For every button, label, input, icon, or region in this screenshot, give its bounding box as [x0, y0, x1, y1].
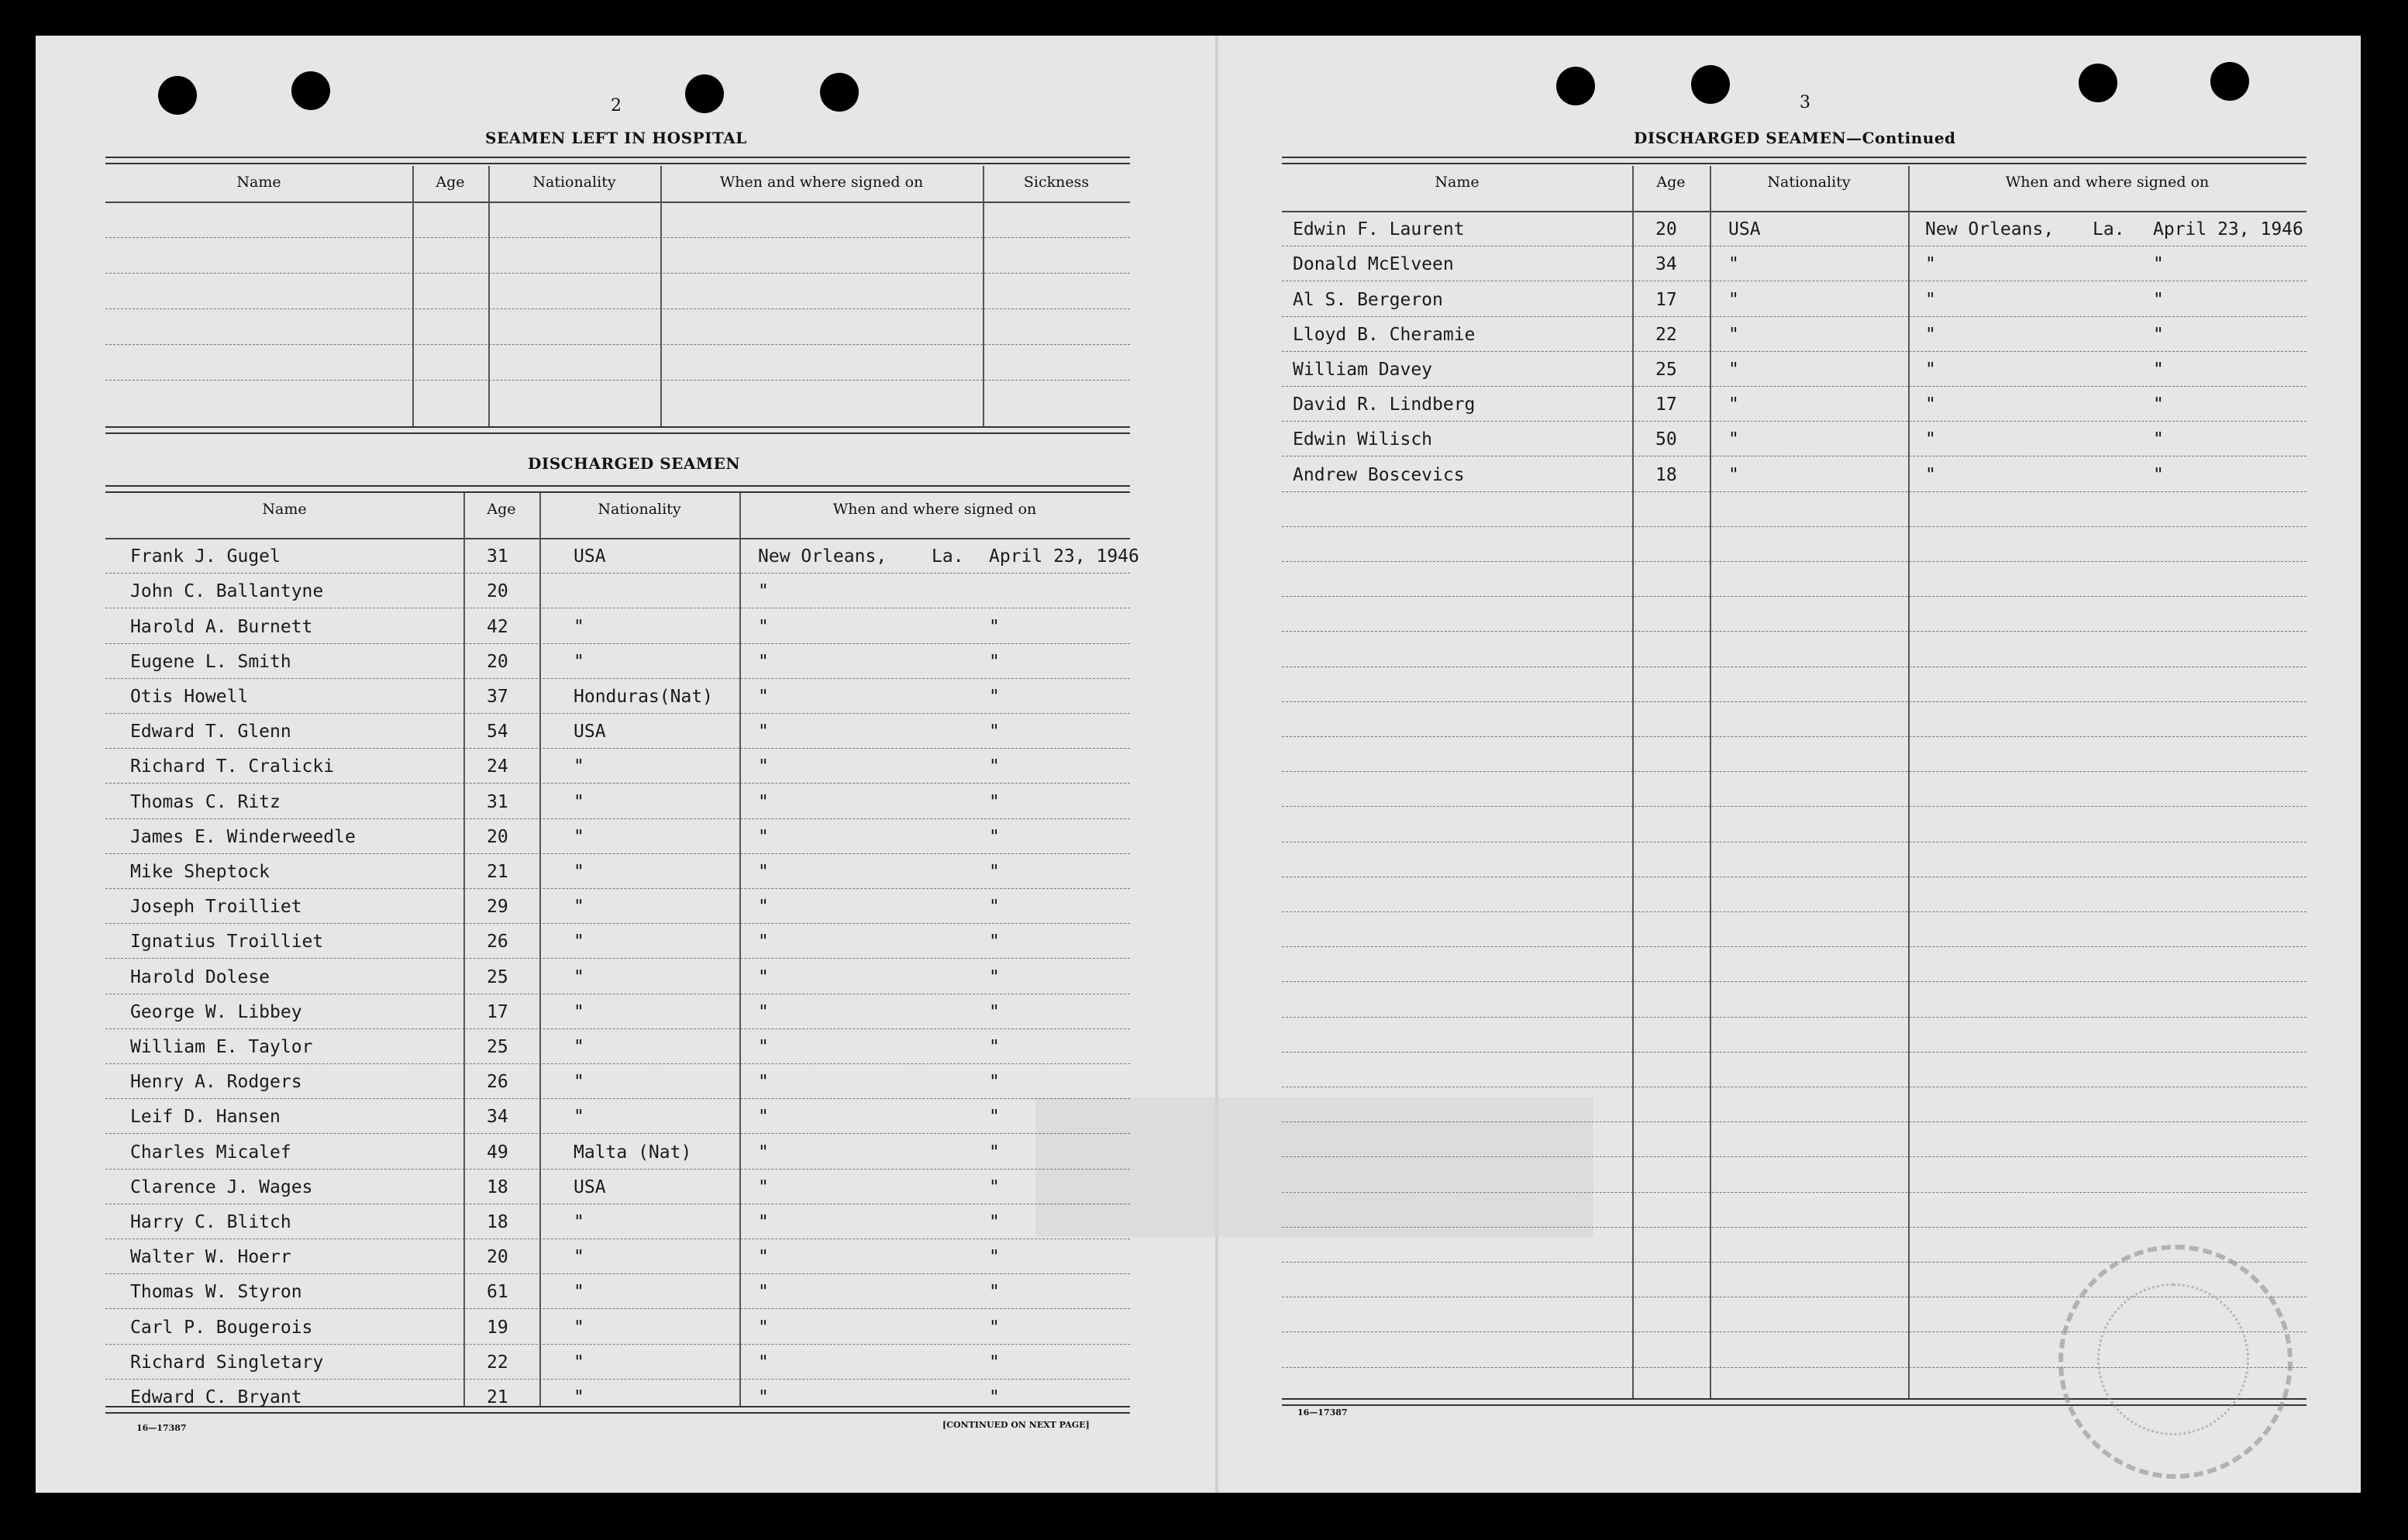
cell-name: Lloyd B. Cheramie	[1293, 324, 1476, 345]
row-rule	[105, 888, 1130, 889]
cell-place: "	[758, 1107, 769, 1128]
cell-name: Frank J. Gugel	[130, 546, 281, 567]
row-rule	[1282, 316, 2306, 317]
cell-nationality: USA	[574, 1177, 606, 1197]
cell-name: Mike Sheptock	[130, 862, 270, 882]
cell-name: Otis Howell	[130, 687, 249, 707]
cell-place: "	[1925, 289, 1936, 310]
cell-name: Edward T. Glenn	[130, 722, 291, 742]
cell-place: "	[1925, 464, 1936, 485]
cell-nationality: USA	[574, 722, 606, 742]
row-rule	[105, 1169, 1130, 1170]
continued-note: [CONTINUED ON NEXT PAGE]	[942, 1420, 1090, 1430]
punch-hole	[685, 74, 724, 113]
cell-place: "	[758, 1001, 769, 1022]
cell-date: "	[989, 722, 1000, 742]
cell-nationality: "	[574, 651, 584, 672]
cell-name: James E. Winderweedle	[130, 826, 356, 847]
row-rule	[1282, 1017, 2306, 1018]
cell-place: "	[1925, 429, 1936, 450]
row-rule	[105, 853, 1130, 854]
column-header: Name	[1435, 174, 1480, 191]
cell-date: "	[989, 1387, 1000, 1407]
cell-nationality: "	[1728, 324, 1739, 345]
cell-age: 20	[487, 826, 508, 847]
cell-date: "	[2153, 324, 2164, 345]
cell-date: "	[2153, 289, 2164, 310]
cell-place: "	[1925, 360, 1936, 380]
row-rule	[105, 380, 1130, 381]
punch-hole	[1556, 67, 1595, 105]
document-sheet	[36, 36, 2361, 1493]
cell-nationality: "	[574, 1037, 584, 1057]
cell-nationality: "	[574, 1107, 584, 1128]
cell-name: Clarence J. Wages	[130, 1177, 313, 1197]
cell-nationality: "	[574, 1072, 584, 1093]
cell-name: Carl P. Bougerois	[130, 1317, 313, 1338]
cell-age: 25	[487, 1037, 508, 1057]
cell-nationality: "	[574, 932, 584, 953]
column-header: Nationality	[532, 174, 616, 191]
cell-date: "	[2153, 429, 2164, 450]
cell-nationality: Honduras(Nat)	[574, 687, 714, 707]
row-rule	[1282, 911, 2306, 912]
cell-name: Al S. Bergeron	[1293, 289, 1443, 310]
column-header: Age	[1656, 174, 1686, 191]
column-rule	[539, 493, 541, 1406]
cell-nationality: "	[574, 1212, 584, 1232]
cell-age: 34	[487, 1107, 508, 1128]
cell-date: "	[989, 1247, 1000, 1268]
row-rule	[105, 1098, 1130, 1099]
row-rule	[1282, 981, 2306, 982]
cell-name: George W. Libbey	[130, 1001, 302, 1022]
column-rule	[983, 166, 984, 426]
cell-name: Thomas C. Ritz	[130, 791, 281, 812]
cell-age: 17	[1655, 289, 1677, 310]
discharged-top-rule	[105, 485, 1130, 493]
cell-age: 54	[487, 722, 508, 742]
row-rule	[1282, 1052, 2306, 1053]
cell-age: 25	[1655, 360, 1677, 380]
cell-age: 29	[487, 897, 508, 918]
cell-place: "	[758, 581, 769, 602]
cell-age: 31	[487, 791, 508, 812]
column-rule	[412, 166, 414, 426]
cell-age: 22	[1655, 324, 1677, 345]
row-rule	[1282, 526, 2306, 527]
cell-name: Donald McElveen	[1293, 254, 1454, 275]
cell-age: 21	[487, 862, 508, 882]
cell-place: "	[758, 1072, 769, 1093]
cell-place: "	[758, 897, 769, 918]
cell-nationality: "	[574, 862, 584, 882]
circular-stamp-inner	[2097, 1283, 2249, 1435]
row-rule	[105, 1063, 1130, 1064]
cell-age: 22	[487, 1352, 508, 1373]
cell-date: "	[989, 1177, 1000, 1197]
cell-place: "	[1925, 324, 1936, 345]
row-rule	[105, 1344, 1130, 1345]
row-rule	[1282, 351, 2306, 352]
column-header: Age	[487, 501, 516, 518]
cell-place: "	[758, 966, 769, 987]
page-number-right: 3	[1800, 93, 1810, 112]
row-rule	[1282, 386, 2306, 387]
cell-age: 25	[487, 966, 508, 987]
cell-name: Edwin F. Laurent	[1293, 219, 1465, 240]
cell-nationality: "	[574, 756, 584, 777]
row-rule	[105, 783, 1130, 784]
cell-age: 42	[487, 616, 508, 637]
column-header: Name	[262, 501, 307, 518]
cell-age: 34	[1655, 254, 1677, 275]
row-rule	[105, 678, 1130, 679]
cell-place: "	[758, 791, 769, 812]
row-rule	[105, 818, 1130, 819]
cell-age: 61	[487, 1282, 508, 1303]
cell-place: New Orleans,	[758, 546, 887, 567]
cell-nationality: "	[574, 616, 584, 637]
cell-nationality: "	[574, 966, 584, 987]
row-rule	[105, 923, 1130, 924]
row-rule	[1282, 1192, 2306, 1193]
cell-place: "	[758, 932, 769, 953]
cell-place: "	[758, 862, 769, 882]
cell-date: "	[989, 791, 1000, 812]
punch-hole	[291, 71, 330, 110]
cell-name: Richard T. Cralicki	[130, 756, 335, 777]
cell-age: 50	[1655, 429, 1677, 450]
cell-date: "	[989, 1072, 1000, 1093]
cell-age: 20	[1655, 219, 1677, 240]
cell-date: April 23, 1946	[2153, 219, 2303, 240]
row-rule	[105, 273, 1130, 274]
cell-place: "	[758, 616, 769, 637]
cell-nationality: "	[574, 1352, 584, 1373]
cell-date: "	[989, 651, 1000, 672]
cell-place: "	[758, 651, 769, 672]
cell-date: "	[989, 1107, 1000, 1128]
cell-date: "	[989, 966, 1000, 987]
cell-date: "	[989, 687, 1000, 707]
punch-hole	[1691, 65, 1730, 104]
cell-name: Joseph Troilliet	[130, 897, 302, 918]
column-header: Name	[236, 174, 281, 191]
row-rule	[105, 1308, 1130, 1309]
row-rule	[1282, 596, 2306, 597]
cell-age: 18	[487, 1177, 508, 1197]
column-header: Nationality	[598, 501, 681, 518]
cell-place: "	[758, 687, 769, 707]
cell-nationality: "	[574, 1247, 584, 1268]
cell-name: Edward C. Bryant	[130, 1387, 302, 1407]
cell-age: 24	[487, 756, 508, 777]
row-rule	[1282, 631, 2306, 632]
row-rule	[1282, 701, 2306, 702]
cell-name: John C. Ballantyne	[130, 581, 324, 602]
cell-state: La.	[2093, 219, 2125, 240]
column-rule	[660, 166, 662, 426]
row-rule	[1282, 491, 2306, 492]
row-rule	[105, 643, 1130, 644]
cell-name: Charles Micalef	[130, 1142, 291, 1163]
row-rule	[1282, 1227, 2306, 1228]
cell-date: "	[989, 756, 1000, 777]
row-rule	[105, 1028, 1130, 1029]
column-rule	[463, 493, 465, 1406]
cell-date: "	[989, 616, 1000, 637]
page-fold	[1215, 36, 1218, 1493]
column-rule	[1908, 166, 1910, 1398]
row-rule	[1282, 771, 2306, 772]
cell-date: "	[2153, 394, 2164, 415]
bleed-through-smudge	[1035, 1097, 1593, 1237]
row-rule	[1282, 561, 2306, 562]
cell-date: "	[2153, 254, 2164, 275]
cell-nationality: "	[574, 791, 584, 812]
cell-nationality: USA	[1728, 219, 1761, 240]
column-header: When and where signed on	[832, 501, 1037, 518]
column-rule	[1632, 166, 1634, 1398]
cell-state: La.	[932, 546, 964, 567]
cell-nationality: "	[1728, 360, 1739, 380]
row-rule	[105, 573, 1130, 574]
form-number-right: 16—17387	[1297, 1407, 1348, 1418]
cell-name: Edwin Wilisch	[1293, 429, 1433, 450]
hospital-section-title: SEAMEN LEFT IN HOSPITAL	[485, 129, 747, 147]
continued-top-rule	[1282, 157, 2306, 164]
cell-date: "	[989, 1142, 1000, 1163]
row-rule	[105, 1379, 1130, 1380]
cell-place: New Orleans,	[1925, 219, 2055, 240]
cell-age: 20	[487, 1247, 508, 1268]
cell-age: 20	[487, 581, 508, 602]
cell-age: 18	[1655, 464, 1677, 485]
punch-hole	[2079, 64, 2117, 102]
cell-date: "	[989, 897, 1000, 918]
column-rule	[1710, 166, 1711, 1398]
row-rule	[105, 713, 1130, 714]
page-number-left: 2	[611, 96, 622, 115]
cell-name: Ignatius Troilliet	[130, 932, 324, 953]
cell-nationality: "	[1728, 289, 1739, 310]
cell-nationality: "	[574, 1282, 584, 1303]
punch-hole	[158, 76, 197, 115]
cell-date: "	[989, 932, 1000, 953]
cell-age: 21	[487, 1387, 508, 1407]
punch-hole	[2210, 62, 2249, 101]
column-rule	[488, 166, 490, 426]
row-rule	[105, 958, 1130, 959]
cell-place: "	[758, 1282, 769, 1303]
column-header: When and where signed on	[2005, 174, 2210, 191]
cell-date: "	[989, 1001, 1000, 1022]
cell-name: William E. Taylor	[130, 1037, 313, 1057]
column-header: Sickness	[1023, 174, 1090, 191]
cell-place: "	[758, 756, 769, 777]
cell-name: Henry A. Rodgers	[130, 1072, 302, 1093]
cell-date: "	[989, 862, 1000, 882]
row-rule	[105, 1133, 1130, 1134]
cell-date: "	[2153, 360, 2164, 380]
header-rule	[1282, 211, 2306, 212]
punch-hole	[820, 73, 859, 112]
row-rule	[105, 748, 1130, 749]
cell-date: "	[989, 1317, 1000, 1338]
cell-place: "	[758, 722, 769, 742]
cell-age: 17	[487, 1001, 508, 1022]
row-rule	[1282, 736, 2306, 737]
column-header: Age	[436, 174, 465, 191]
cell-date: "	[989, 826, 1000, 847]
cell-date: "	[2153, 464, 2164, 485]
row-rule	[1282, 1121, 2306, 1122]
cell-name: Harold A. Burnett	[130, 616, 313, 637]
cell-name: Richard Singletary	[130, 1352, 324, 1373]
cell-date: "	[989, 1212, 1000, 1232]
discharged-section-title: DISCHARGED SEAMEN	[528, 454, 741, 473]
table-bottom-rule	[105, 426, 1130, 434]
cell-age: 26	[487, 1072, 508, 1093]
cell-place: "	[758, 1212, 769, 1232]
cell-place: "	[1925, 394, 1936, 415]
cell-age: 26	[487, 932, 508, 953]
cell-nationality: "	[574, 897, 584, 918]
cell-nationality: "	[1728, 429, 1739, 450]
cell-age: 31	[487, 546, 508, 567]
cell-place: "	[758, 1037, 769, 1057]
cell-nationality: "	[574, 826, 584, 847]
row-rule	[1282, 1156, 2306, 1157]
cell-name: William Davey	[1293, 360, 1433, 380]
column-header: Nationality	[1767, 174, 1851, 191]
cell-place: "	[758, 1317, 769, 1338]
row-rule	[1282, 946, 2306, 947]
header-rule	[105, 538, 1130, 539]
cell-age: 20	[487, 651, 508, 672]
cell-name: Eugene L. Smith	[130, 651, 291, 672]
column-header: When and where signed on	[719, 174, 924, 191]
hospital-top-rule	[105, 157, 1130, 164]
cell-place: "	[758, 826, 769, 847]
row-rule	[105, 308, 1130, 309]
cell-date: "	[989, 1282, 1000, 1303]
cell-nationality: "	[1728, 464, 1739, 485]
row-rule	[105, 237, 1130, 238]
cell-name: Thomas W. Styron	[130, 1282, 302, 1303]
row-rule	[1282, 806, 2306, 807]
cell-place: "	[758, 1177, 769, 1197]
cell-age: 49	[487, 1142, 508, 1163]
cell-name: Harold Dolese	[130, 966, 270, 987]
continued-section-title: DISCHARGED SEAMEN—Continued	[1634, 129, 1956, 147]
cell-place: "	[758, 1352, 769, 1373]
cell-place: "	[758, 1387, 769, 1407]
header-rule	[105, 202, 1130, 203]
row-rule	[105, 1273, 1130, 1274]
cell-place: "	[758, 1247, 769, 1268]
cell-age: 19	[487, 1317, 508, 1338]
cell-age: 37	[487, 687, 508, 707]
cell-place: "	[758, 1142, 769, 1163]
cell-name: Leif D. Hansen	[130, 1107, 281, 1128]
column-rule	[739, 493, 741, 1406]
form-number-left: 16—17387	[136, 1423, 187, 1433]
cell-nationality: "	[574, 1387, 584, 1407]
cell-name: Harry C. Blitch	[130, 1212, 291, 1232]
cell-nationality: Malta (Nat)	[574, 1142, 692, 1163]
cell-name: Andrew Boscevics	[1293, 464, 1465, 485]
cell-nationality: USA	[574, 546, 606, 567]
row-rule	[105, 344, 1130, 345]
cell-date: "	[989, 1037, 1000, 1057]
cell-nationality: "	[574, 1001, 584, 1022]
cell-date: April 23, 1946	[989, 546, 1139, 567]
cell-name: David R. Lindberg	[1293, 394, 1476, 415]
cell-name: Walter W. Hoerr	[130, 1247, 291, 1268]
cell-place: "	[1925, 254, 1936, 275]
cell-date: "	[989, 1352, 1000, 1373]
cell-age: 18	[487, 1212, 508, 1232]
cell-nationality: "	[574, 1317, 584, 1338]
cell-age: 17	[1655, 394, 1677, 415]
cell-nationality: "	[1728, 254, 1739, 275]
row-rule	[1282, 421, 2306, 422]
cell-nationality: "	[1728, 394, 1739, 415]
